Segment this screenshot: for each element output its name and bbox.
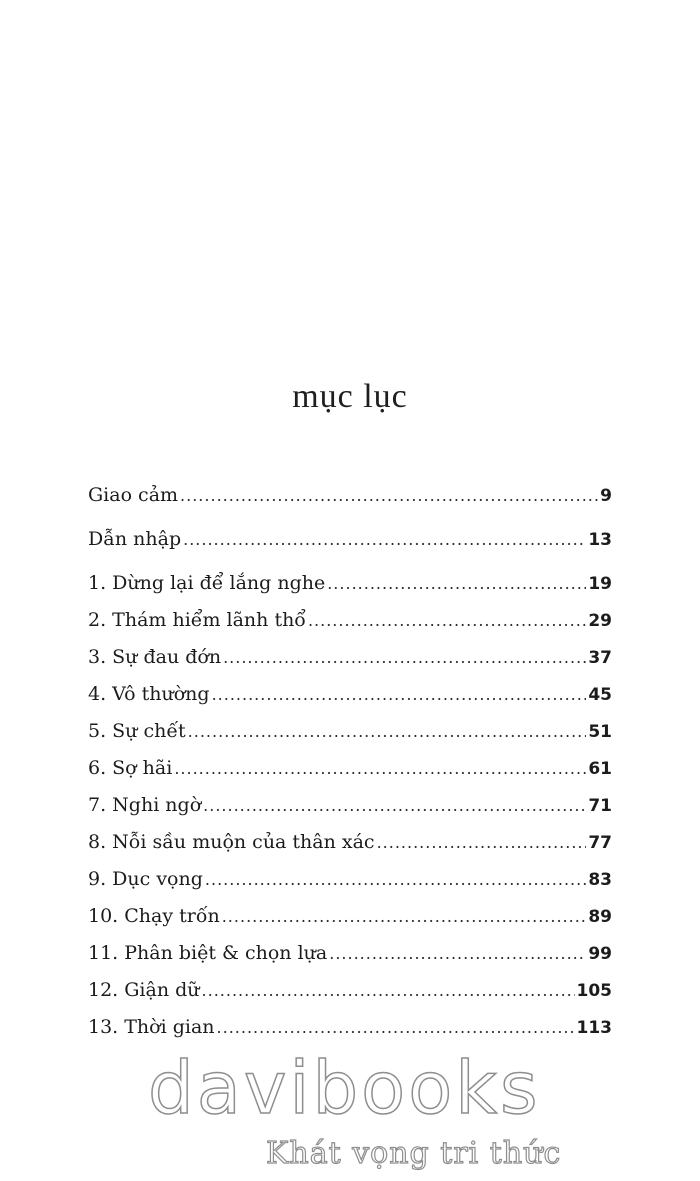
toc-entry <box>88 824 612 861</box>
toc-entry-page: 83 <box>588 870 612 890</box>
toc-entry <box>88 521 612 558</box>
toc-entry-label: 6. Sợ hãi <box>88 757 173 779</box>
dot-leader <box>202 972 575 1009</box>
toc-entry-page: 61 <box>588 759 612 779</box>
toc-entry-label: 2. Thám hiểm lãnh thổ <box>88 609 306 631</box>
toc-entry-page: 105 <box>576 981 612 1001</box>
toc-entry-label: 7. Nghi ngờ <box>88 794 202 816</box>
toc-entry <box>88 676 612 713</box>
toc-entry <box>88 713 612 750</box>
toc-entry-label: Dẫn nhập <box>88 528 182 550</box>
dot-leader <box>188 713 587 750</box>
dot-leader <box>174 750 586 787</box>
toc-entry-page: 51 <box>588 722 612 742</box>
toc-entry-page: 45 <box>588 685 612 705</box>
toc-entry <box>88 898 612 935</box>
dot-leader <box>308 602 586 639</box>
publisher-watermark <box>130 1040 570 1180</box>
page-title: mục lục <box>292 378 408 415</box>
toc-entry <box>88 935 612 972</box>
table-of-contents <box>88 477 612 1046</box>
dot-leader <box>180 477 598 514</box>
toc-entry <box>88 972 612 1009</box>
toc-entry-label: Giao cảm <box>88 484 179 506</box>
toc-entry-page: 29 <box>588 611 612 631</box>
toc-entry-label: 12. Giận dữ <box>88 979 200 1001</box>
watermark-brand: davibooks <box>148 1046 541 1130</box>
dot-leader <box>329 935 586 972</box>
dot-leader <box>377 824 587 861</box>
toc-entry-page: 89 <box>588 907 612 927</box>
dot-leader <box>212 676 587 713</box>
dot-leader <box>183 521 586 558</box>
toc-entry <box>88 1009 612 1046</box>
toc-entry-page: 19 <box>588 574 612 594</box>
dot-leader <box>217 1009 575 1046</box>
watermark-tagline: Khát vọng tri thức <box>266 1136 562 1171</box>
dot-leader <box>205 861 586 898</box>
toc-entry <box>88 861 612 898</box>
toc-entry-page: 37 <box>588 648 612 668</box>
dot-leader <box>222 898 587 935</box>
toc-entry <box>88 602 612 639</box>
toc-entry-label: 5. Sự chết <box>88 720 186 742</box>
dot-leader <box>223 639 586 676</box>
toc-entry-page: 71 <box>588 796 612 816</box>
toc-entry-label: 4. Vô thường <box>88 683 210 705</box>
toc-entry-label: 8. Nỗi sầu muộn của thân xác <box>88 831 375 853</box>
toc-entry-label: 13. Thời gian <box>88 1016 215 1038</box>
toc-entry <box>88 787 612 824</box>
toc-entry <box>88 750 612 787</box>
toc-entry-label: 1. Dừng lại để lắng nghe <box>88 572 326 594</box>
dot-leader <box>327 565 586 602</box>
toc-entry-page: 9 <box>600 486 612 506</box>
toc-entry <box>88 477 612 514</box>
toc-entry-label: 10. Chạy trốn <box>88 905 220 927</box>
toc-entry-label: 11. Phân biệt & chọn lựa <box>88 942 328 964</box>
toc-entry <box>88 639 612 676</box>
toc-entry-label: 3. Sự đau đớn <box>88 646 222 668</box>
toc-entry-page: 13 <box>588 530 612 550</box>
dot-leader <box>203 787 586 824</box>
toc-entry-page: 77 <box>588 833 612 853</box>
toc-entry <box>88 565 612 602</box>
toc-entry-label: 9. Dục vọng <box>88 868 203 890</box>
toc-entry-page: 113 <box>576 1018 612 1038</box>
toc-entry-page: 99 <box>588 944 612 964</box>
